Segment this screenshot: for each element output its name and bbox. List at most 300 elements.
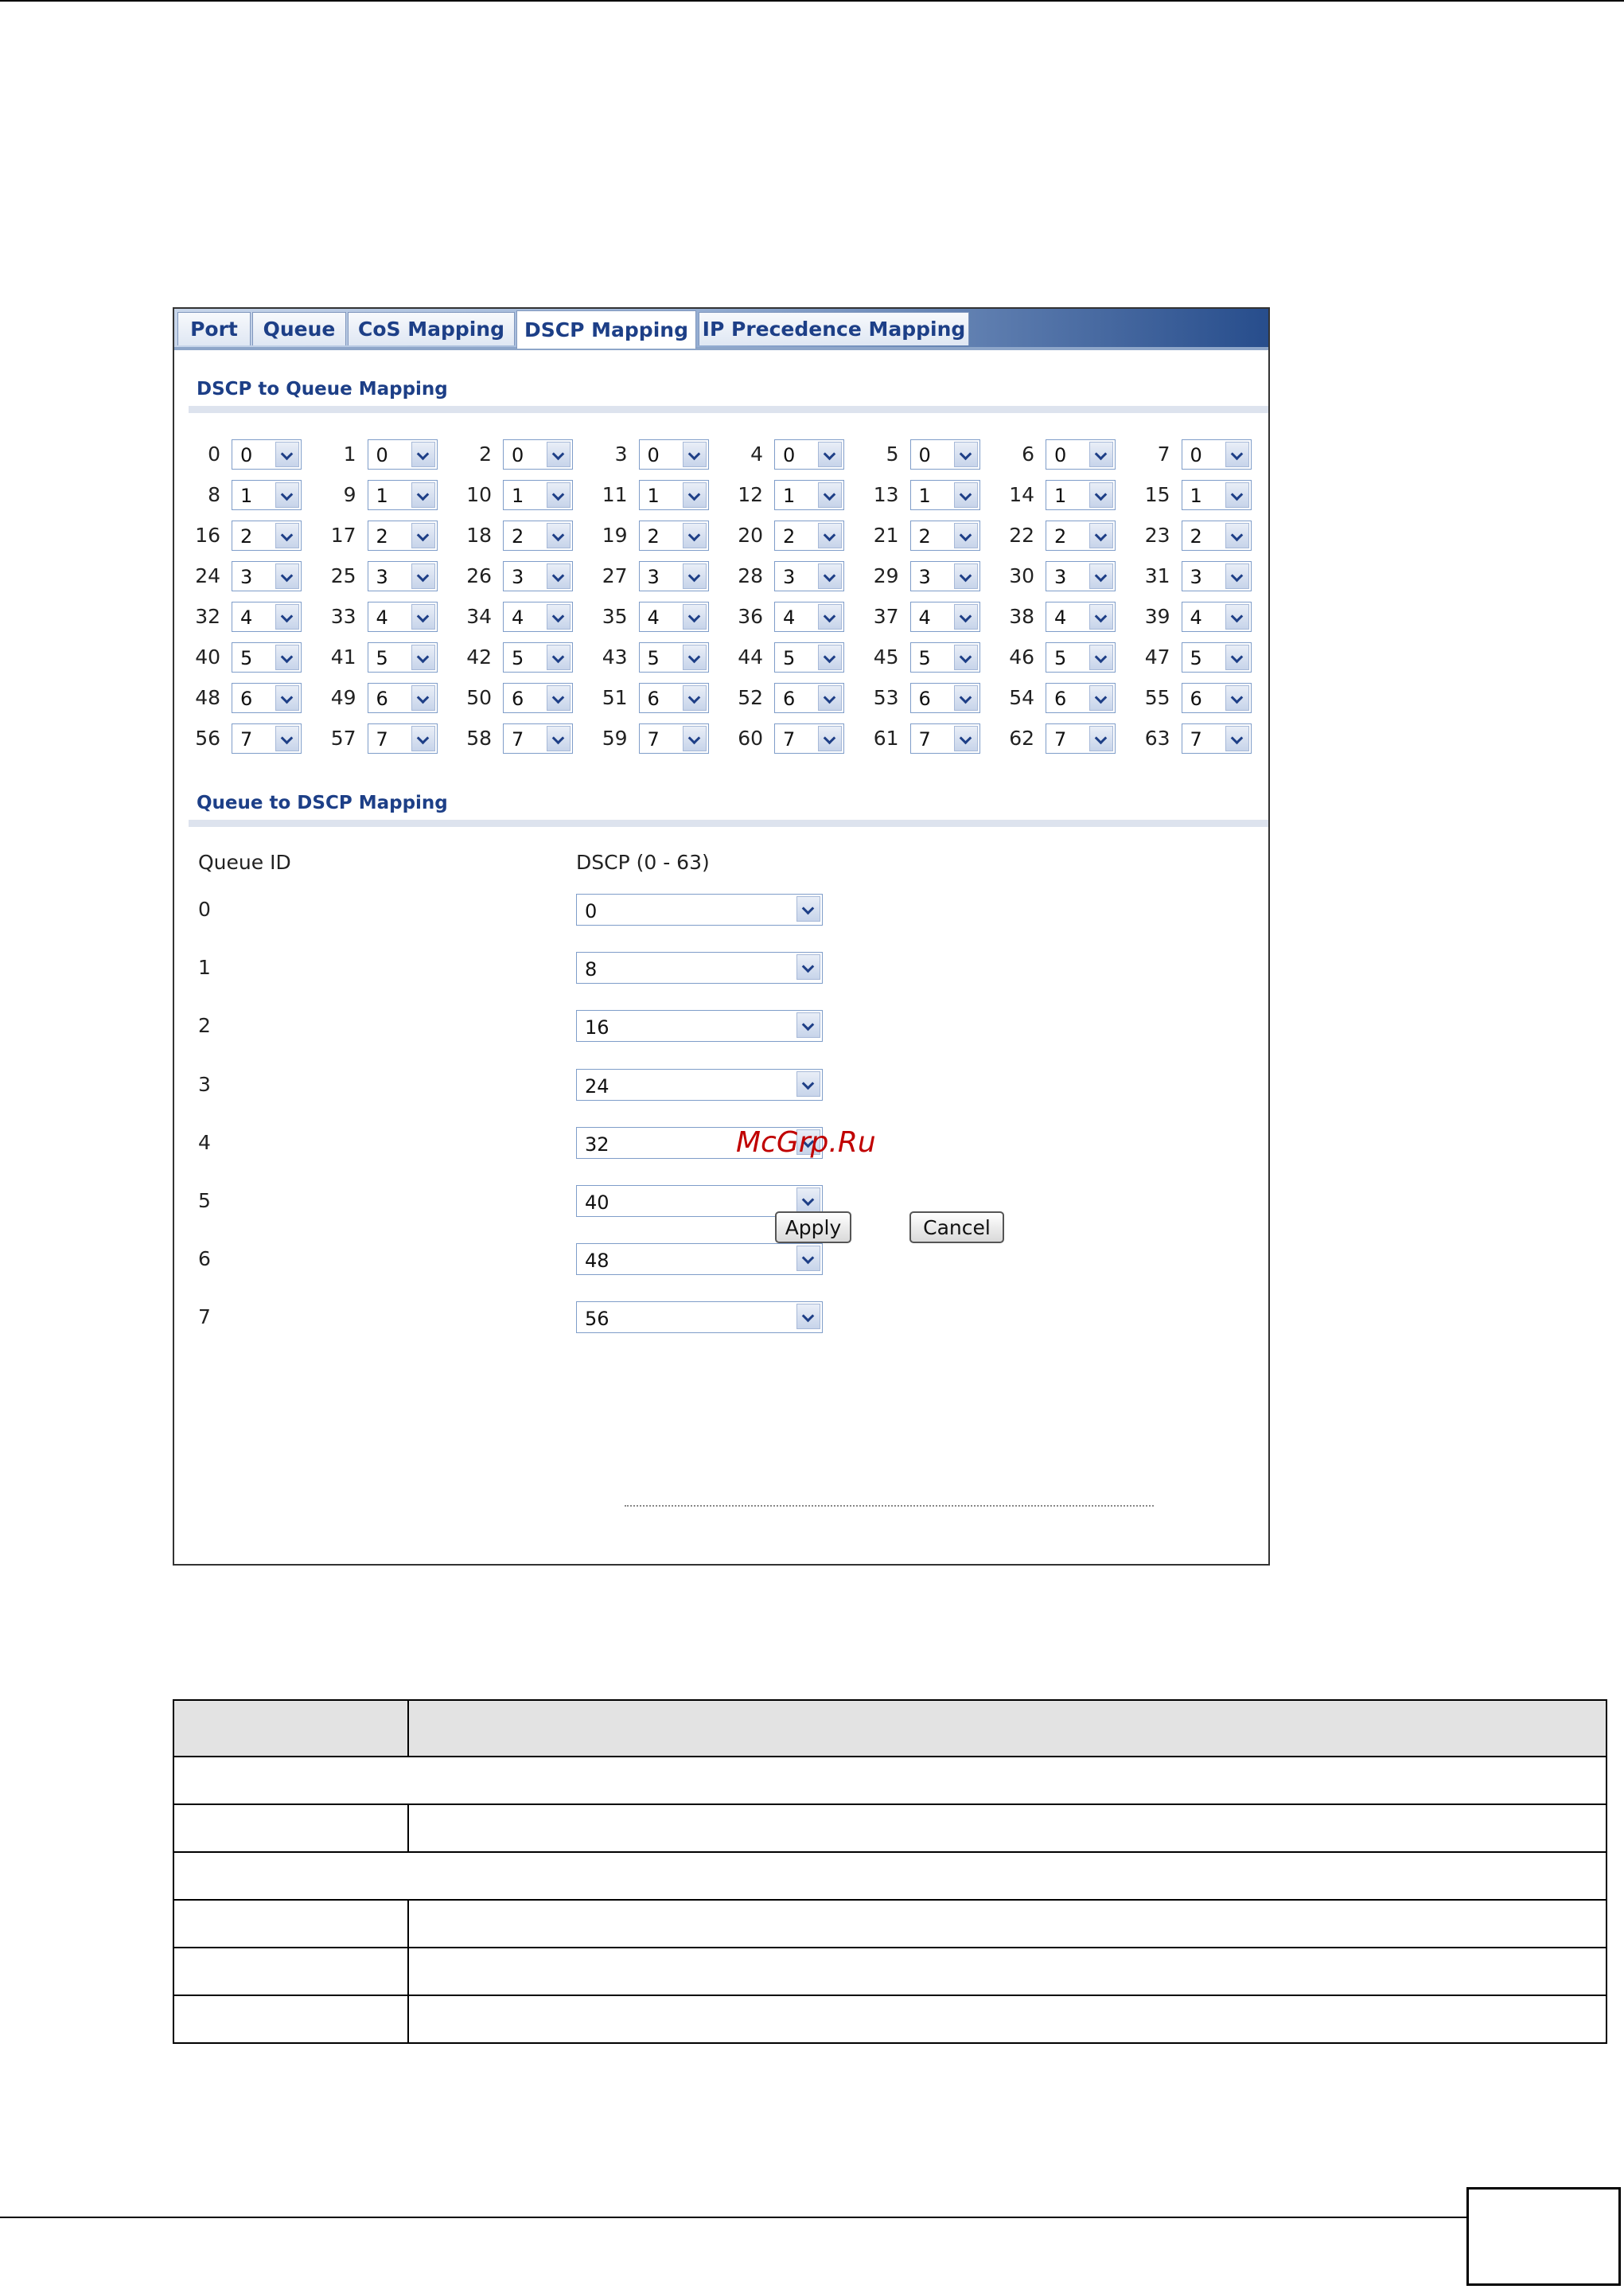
dscp-queue-select[interactable] [910, 683, 980, 713]
selected-queue-value: 6 [512, 688, 524, 710]
dscp-label: 50 [466, 686, 492, 709]
dscp-label: 40 [195, 645, 220, 669]
dscp-queue-select[interactable] [368, 561, 438, 591]
dscp-queue-select[interactable] [232, 723, 302, 754]
chevron-down-icon[interactable] [818, 604, 842, 630]
qos-panel [173, 307, 1270, 1566]
selected-queue-value: 5 [1054, 647, 1067, 669]
dscp-label: 22 [1009, 524, 1034, 547]
queue-id-label: 1 [198, 956, 211, 980]
dscp-label: 52 [738, 686, 763, 709]
chevron-down-icon[interactable] [1089, 482, 1113, 508]
selected-queue-value: 4 [1190, 606, 1202, 629]
dscp-label: 10 [466, 483, 492, 506]
dscp-queue-select[interactable] [1046, 602, 1116, 632]
chevron-down-icon[interactable] [818, 523, 842, 548]
tab-cos-mapping[interactable]: CoS Mapping [348, 312, 515, 345]
dscp-label: 55 [1144, 686, 1170, 709]
selected-queue-value: 1 [918, 485, 931, 507]
dscp-label: 9 [343, 483, 356, 506]
selected-queue-value: 7 [240, 728, 253, 751]
selected-queue-value: 2 [376, 525, 388, 548]
chevron-down-icon[interactable] [683, 685, 707, 711]
queue-dscp-select[interactable] [576, 1243, 823, 1275]
chevron-down-icon[interactable] [1225, 482, 1249, 508]
queue-dscp-select[interactable] [576, 952, 823, 984]
dscp-label: 60 [738, 727, 763, 750]
dscp-label: 43 [602, 645, 628, 669]
selected-queue-value: 4 [918, 606, 931, 629]
dscp-label: 6 [1022, 443, 1034, 466]
dscp-queue-select[interactable] [503, 561, 573, 591]
selected-queue-value: 1 [1054, 485, 1067, 507]
chevron-down-icon[interactable] [1225, 442, 1249, 467]
chevron-down-icon[interactable] [683, 442, 707, 467]
dscp-queue-select[interactable] [639, 480, 709, 510]
dscp-label: 33 [330, 605, 356, 628]
selected-queue-value: 1 [783, 485, 796, 507]
table-row [173, 1852, 1606, 1900]
queue-id-label: 2 [198, 1014, 211, 1038]
chevron-down-icon[interactable] [818, 563, 842, 589]
dscp-label: 49 [330, 686, 356, 709]
dscp-label: 19 [602, 524, 628, 547]
dscp-queue-select[interactable] [1182, 480, 1252, 510]
dscp-label: 26 [466, 564, 492, 587]
dscp-queue-select[interactable] [503, 723, 573, 754]
dscp-queue-select[interactable] [1046, 480, 1116, 510]
cancel-button[interactable]: Cancel [909, 1211, 1004, 1243]
dscp-label: 44 [738, 645, 763, 669]
selected-queue-value: 0 [647, 444, 660, 466]
table-cell [173, 1804, 408, 1852]
chevron-down-icon[interactable] [954, 523, 978, 548]
dscp-label: 28 [738, 564, 763, 587]
selected-dscp-value: 48 [585, 1250, 609, 1273]
selected-queue-value: 7 [918, 728, 931, 751]
selected-queue-value: 6 [376, 688, 388, 710]
dscp-label: 23 [1144, 524, 1170, 547]
selected-dscp-value: 40 [585, 1191, 609, 1214]
dscp-queue-select[interactable] [910, 480, 980, 510]
dscp-label: 46 [1009, 645, 1034, 669]
chevron-down-icon[interactable] [411, 685, 435, 711]
selected-queue-value: 7 [512, 728, 524, 751]
chevron-down-icon[interactable] [818, 482, 842, 508]
dscp-queue-select[interactable] [1182, 723, 1252, 754]
chevron-down-icon[interactable] [683, 523, 707, 548]
chevron-down-icon[interactable] [275, 685, 299, 711]
chevron-down-icon[interactable] [547, 645, 571, 670]
table-cell [408, 1804, 1606, 1852]
selected-queue-value: 5 [783, 647, 796, 669]
selected-queue-value: 0 [918, 444, 931, 466]
dscp-queue-select[interactable] [368, 480, 438, 510]
chevron-down-icon[interactable] [1225, 685, 1249, 711]
chevron-down-icon[interactable] [275, 604, 299, 630]
selected-queue-value: 2 [512, 525, 524, 548]
dscp-queue-select[interactable] [774, 642, 844, 673]
queue-dscp-select[interactable] [576, 894, 823, 926]
chevron-down-icon[interactable] [411, 604, 435, 630]
dscp-queue-select[interactable] [1182, 642, 1252, 673]
dscp-label: 47 [1144, 645, 1170, 669]
selected-queue-value: 7 [376, 728, 388, 751]
tab-dscp-mapping[interactable]: DSCP Mapping [516, 310, 696, 349]
chevron-down-icon[interactable] [818, 442, 842, 467]
chevron-down-icon[interactable] [683, 645, 707, 670]
dscp-queue-select[interactable] [503, 439, 573, 470]
dscp-queue-select[interactable] [503, 642, 573, 673]
queue-id-label: 3 [198, 1072, 211, 1096]
chevron-down-icon[interactable] [818, 726, 842, 751]
dscp-queue-select[interactable] [1182, 439, 1252, 470]
chevron-down-icon[interactable] [275, 482, 299, 508]
dscp-label: 15 [1144, 483, 1170, 506]
dscp-queue-select[interactable] [639, 642, 709, 673]
selected-dscp-value: 32 [585, 1133, 609, 1156]
chevron-down-icon[interactable] [1225, 523, 1249, 548]
tab-port[interactable]: Port [177, 312, 251, 345]
footer-rule [0, 2217, 1466, 2218]
chevron-down-icon[interactable] [1089, 563, 1113, 589]
apply-button[interactable]: Apply [775, 1211, 851, 1243]
selected-queue-value: 6 [918, 688, 931, 710]
dscp-label: 13 [873, 483, 899, 506]
dscp-queue-select[interactable] [774, 602, 844, 632]
tab-bar-underline [174, 347, 1268, 350]
table-cell [173, 1995, 408, 2043]
dscp-label: 12 [738, 483, 763, 506]
dscp-label: 63 [1144, 727, 1170, 750]
dscp-queue-select[interactable] [639, 521, 709, 551]
dscp-queue-select[interactable] [639, 723, 709, 754]
dscp-queue-select[interactable] [503, 683, 573, 713]
selected-queue-value: 4 [1054, 606, 1067, 629]
dscp-label: 51 [602, 686, 628, 709]
dscp-label: 41 [330, 645, 356, 669]
chevron-down-icon[interactable] [547, 685, 571, 711]
dscp-label: 54 [1009, 686, 1034, 709]
chevron-down-icon[interactable] [547, 523, 571, 548]
chevron-down-icon[interactable] [954, 645, 978, 670]
dscp-queue-select[interactable] [639, 602, 709, 632]
queue-id-label: 7 [198, 1305, 211, 1329]
dscp-label: 38 [1009, 605, 1034, 628]
dscp-queue-select[interactable] [1046, 723, 1116, 754]
dscp-queue-select[interactable] [774, 480, 844, 510]
dscp-queue-select[interactable] [774, 683, 844, 713]
chevron-down-icon[interactable] [796, 896, 820, 922]
dscp-queue-select[interactable] [368, 683, 438, 713]
selected-queue-value: 2 [1054, 525, 1067, 548]
selected-queue-value: 5 [376, 647, 388, 669]
dscp-label: 27 [602, 564, 628, 587]
queue-dscp-select[interactable] [576, 1301, 823, 1333]
chevron-down-icon[interactable] [796, 1012, 820, 1038]
dscp-label: 61 [873, 727, 899, 750]
queue-to-dscp-title: Queue to DSCP Mapping [197, 793, 448, 813]
selected-queue-value: 5 [647, 647, 660, 669]
dscp-label: 5 [886, 443, 899, 466]
dscp-queue-select[interactable] [232, 642, 302, 673]
dscp-queue-select[interactable] [503, 521, 573, 551]
chevron-down-icon[interactable] [411, 523, 435, 548]
chevron-down-icon[interactable] [411, 482, 435, 508]
selected-queue-value: 2 [918, 525, 931, 548]
queue-id-label: 4 [198, 1130, 211, 1154]
chevron-down-icon[interactable] [275, 442, 299, 467]
chevron-down-icon[interactable] [954, 482, 978, 508]
chevron-down-icon[interactable] [818, 645, 842, 670]
dscp-label: 18 [466, 524, 492, 547]
chevron-down-icon[interactable] [547, 604, 571, 630]
dscp-label: 25 [330, 564, 356, 587]
chevron-down-icon[interactable] [547, 726, 571, 751]
selected-queue-value: 3 [1190, 566, 1202, 588]
section-divider [189, 406, 1268, 413]
dscp-queue-select[interactable] [1182, 521, 1252, 551]
selected-queue-value: 3 [647, 566, 660, 588]
chevron-down-icon[interactable] [411, 563, 435, 589]
dscp-queue-select[interactable] [774, 439, 844, 470]
chevron-down-icon[interactable] [547, 563, 571, 589]
dscp-label: 1 [343, 443, 356, 466]
header-rule [0, 0, 1624, 2]
chevron-down-icon[interactable] [954, 604, 978, 630]
chevron-down-icon[interactable] [275, 645, 299, 670]
chevron-down-icon[interactable] [411, 645, 435, 670]
dscp-label: 35 [602, 605, 628, 628]
selected-queue-value: 1 [512, 485, 524, 507]
dscp-label: 14 [1009, 483, 1034, 506]
chevron-down-icon[interactable] [275, 563, 299, 589]
dscp-label: 17 [330, 524, 356, 547]
dscp-label: 24 [195, 564, 220, 587]
dscp-label: 20 [738, 524, 763, 547]
dscp-queue-select[interactable] [639, 439, 709, 470]
selected-queue-value: 2 [240, 525, 253, 548]
chevron-down-icon[interactable] [547, 442, 571, 467]
selected-queue-value: 6 [240, 688, 253, 710]
queue-dscp-select[interactable] [576, 1069, 823, 1101]
chevron-down-icon[interactable] [818, 685, 842, 711]
dscp-label: 2 [479, 443, 492, 466]
dscp-label: 36 [738, 605, 763, 628]
dscp-label: 34 [466, 605, 492, 628]
table-cell [173, 1948, 408, 1995]
selected-dscp-value: 16 [585, 1016, 609, 1039]
dscp-label: 62 [1009, 727, 1034, 750]
dscp-label: 4 [750, 443, 763, 466]
dscp-queue-select[interactable] [503, 602, 573, 632]
dscp-queue-select[interactable] [910, 561, 980, 591]
selected-queue-value: 4 [783, 606, 796, 629]
dscp-label: 32 [195, 605, 220, 628]
dscp-queue-select[interactable] [232, 683, 302, 713]
dscp-queue-select[interactable] [1046, 439, 1116, 470]
chevron-down-icon[interactable] [1089, 523, 1113, 548]
chevron-down-icon[interactable] [954, 563, 978, 589]
dscp-queue-select[interactable] [774, 561, 844, 591]
selected-queue-value: 2 [783, 525, 796, 548]
selected-dscp-value: 56 [585, 1308, 609, 1331]
chevron-down-icon[interactable] [411, 442, 435, 467]
chevron-down-icon[interactable] [1089, 442, 1113, 467]
chevron-down-icon[interactable] [796, 954, 820, 980]
selected-queue-value: 1 [1190, 485, 1202, 507]
selected-queue-value: 5 [918, 647, 931, 669]
selected-queue-value: 5 [1190, 647, 1202, 669]
selected-queue-value: 5 [240, 647, 253, 669]
dscp-label: 8 [208, 483, 220, 506]
watermark: McGrp.Ru [736, 1126, 876, 1159]
chevron-down-icon[interactable] [683, 726, 707, 751]
dscp-queue-select[interactable] [368, 642, 438, 673]
dscp-queue-select[interactable] [1046, 683, 1116, 713]
selected-queue-value: 5 [512, 647, 524, 669]
chevron-down-icon[interactable] [954, 685, 978, 711]
queue-dscp-select[interactable] [576, 1010, 823, 1042]
section-divider [189, 820, 1268, 827]
selected-queue-value: 6 [647, 688, 660, 710]
chevron-down-icon[interactable] [411, 726, 435, 751]
dscp-queue-select[interactable] [639, 683, 709, 713]
page-number-box [1466, 2187, 1621, 2286]
selected-queue-value: 7 [1190, 728, 1202, 751]
dscp-queue-select[interactable] [368, 723, 438, 754]
selected-queue-value: 3 [240, 566, 253, 588]
dscp-label: 16 [195, 524, 220, 547]
dscp-queue-select[interactable] [774, 723, 844, 754]
dscp-queue-select[interactable] [910, 602, 980, 632]
selected-dscp-value: 8 [585, 958, 598, 981]
tab-ip-precedence-mapping[interactable]: IP Precedence Mapping [699, 312, 969, 345]
selected-queue-value: 1 [240, 485, 253, 507]
chevron-down-icon[interactable] [1225, 604, 1249, 630]
chevron-down-icon[interactable] [275, 726, 299, 751]
dscp-label: 58 [466, 727, 492, 750]
selected-queue-value: 1 [647, 485, 660, 507]
dscp-label: 53 [873, 686, 899, 709]
dscp-queue-select[interactable] [232, 561, 302, 591]
chevron-down-icon[interactable] [1089, 726, 1113, 751]
chevron-down-icon[interactable] [683, 563, 707, 589]
selected-queue-value: 7 [647, 728, 660, 751]
selected-queue-value: 4 [240, 606, 253, 629]
table-cell [408, 1900, 1606, 1948]
table-cell [408, 1948, 1606, 1995]
chevron-down-icon[interactable] [547, 482, 571, 508]
chevron-down-icon[interactable] [683, 604, 707, 630]
dscp-label: 42 [466, 645, 492, 669]
chevron-down-icon[interactable] [796, 1246, 820, 1271]
dscp-queue-select[interactable] [1182, 683, 1252, 713]
dscp-to-queue-title: DSCP to Queue Mapping [197, 379, 448, 400]
dscp-queue-select[interactable] [232, 439, 302, 470]
chevron-down-icon[interactable] [954, 442, 978, 467]
table-row [173, 1757, 1606, 1804]
selected-queue-value: 0 [1054, 444, 1067, 466]
tab-queue[interactable]: Queue [252, 312, 346, 345]
dscp-queue-select[interactable] [232, 521, 302, 551]
table-header-cell [173, 1700, 408, 1757]
selected-queue-value: 0 [783, 444, 796, 466]
dscp-queue-select[interactable] [1182, 561, 1252, 591]
dscp-queue-select[interactable] [1046, 561, 1116, 591]
selected-queue-value: 4 [376, 606, 388, 629]
dscp-label: 45 [873, 645, 899, 669]
dscp-queue-select[interactable] [368, 602, 438, 632]
dscp-queue-select[interactable] [910, 439, 980, 470]
selected-queue-value: 3 [1054, 566, 1067, 588]
chevron-down-icon[interactable] [1089, 604, 1113, 630]
chevron-down-icon[interactable] [1089, 645, 1113, 670]
dscp-label: 3 [614, 443, 628, 466]
selected-queue-value: 3 [512, 566, 524, 588]
chevron-down-icon[interactable] [275, 523, 299, 548]
selected-queue-value: 2 [647, 525, 660, 548]
selected-queue-value: 3 [918, 566, 931, 588]
selected-queue-value: 6 [1054, 688, 1067, 710]
dscp-queue-select[interactable] [368, 521, 438, 551]
selected-queue-value: 4 [512, 606, 524, 629]
table-cell [173, 1900, 408, 1948]
dscp-queue-select[interactable] [1046, 521, 1116, 551]
queue-id-header: Queue ID [198, 851, 291, 874]
dscp-queue-select[interactable] [1046, 642, 1116, 673]
chevron-down-icon[interactable] [683, 482, 707, 508]
dscp-label: 39 [1144, 605, 1170, 628]
dscp-queue-select[interactable] [910, 642, 980, 673]
chevron-down-icon[interactable] [796, 1304, 820, 1329]
dscp-queue-select[interactable] [1182, 602, 1252, 632]
button-separator [625, 1505, 1154, 1507]
chevron-down-icon[interactable] [1089, 685, 1113, 711]
dscp-label: 7 [1157, 443, 1170, 466]
chevron-down-icon[interactable] [796, 1187, 820, 1213]
dscp-label: 0 [208, 443, 220, 466]
selected-queue-value: 4 [647, 606, 660, 629]
chevron-down-icon[interactable] [1225, 726, 1249, 751]
dscp-queue-select[interactable] [368, 439, 438, 470]
selected-queue-value: 7 [1054, 728, 1067, 751]
selected-queue-value: 0 [512, 444, 524, 466]
dscp-label: 57 [330, 727, 356, 750]
chevron-down-icon[interactable] [954, 726, 978, 751]
dscp-label: 31 [1144, 564, 1170, 587]
chevron-down-icon[interactable] [1225, 563, 1249, 589]
selected-queue-value: 3 [783, 566, 796, 588]
dscp-label: 56 [195, 727, 220, 750]
dscp-queue-select[interactable] [910, 723, 980, 754]
dscp-label: 21 [873, 524, 899, 547]
queue-id-label: 5 [198, 1189, 211, 1212]
dscp-range-header: DSCP (0 - 63) [576, 851, 710, 874]
dscp-queue-select[interactable] [774, 521, 844, 551]
dscp-queue-select[interactable] [910, 521, 980, 551]
dscp-queue-select[interactable] [503, 480, 573, 510]
selected-queue-value: 7 [783, 728, 796, 751]
selected-queue-value: 3 [376, 566, 388, 588]
selected-queue-value: 2 [1190, 525, 1202, 548]
dscp-queue-select[interactable] [639, 561, 709, 591]
chevron-down-icon[interactable] [796, 1071, 820, 1097]
dscp-queue-select[interactable] [232, 480, 302, 510]
chevron-down-icon[interactable] [1225, 645, 1249, 670]
selected-dscp-value: 0 [585, 900, 598, 922]
dscp-queue-select[interactable] [232, 602, 302, 632]
